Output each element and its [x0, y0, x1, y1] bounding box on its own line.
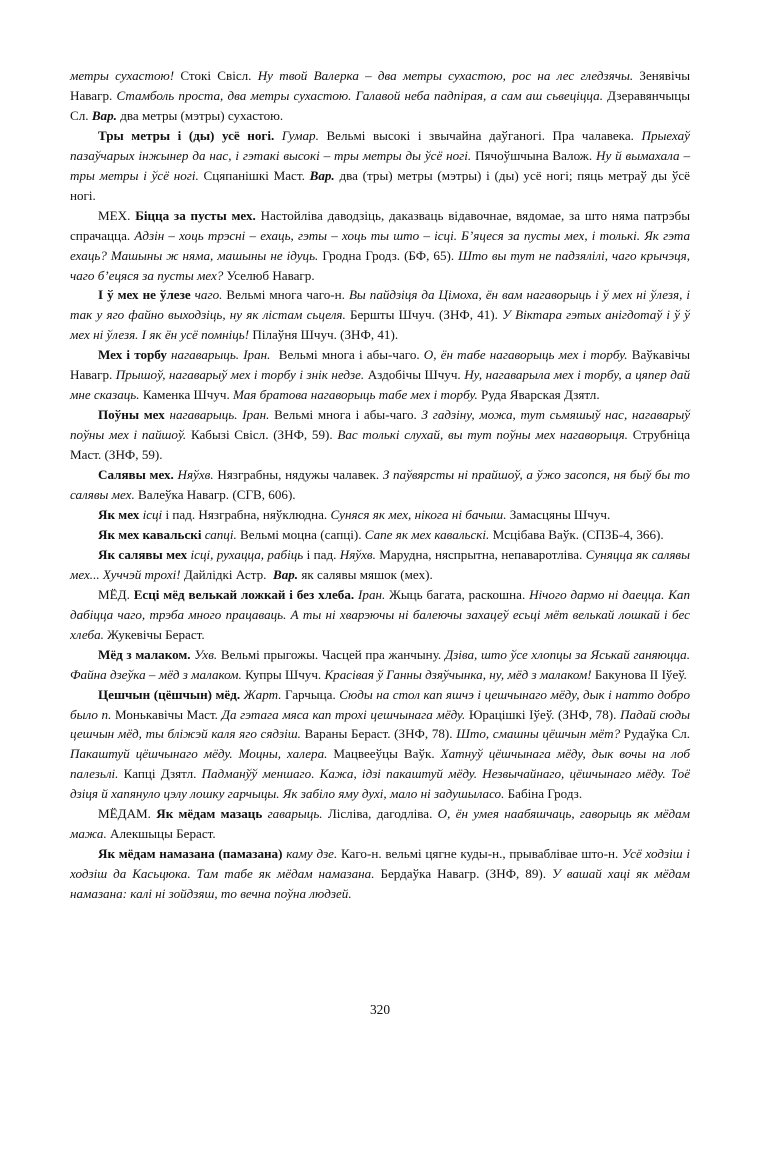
entry-definition-text: Жукевічы Бераст. — [107, 626, 205, 642]
dictionary-entry-continuation — [70, 66, 694, 126]
entry-definition-text: Марудна, няспрытна, непаваротліва. — [379, 546, 586, 562]
entry-headword: Як мёдам намазана (памазана) — [98, 846, 287, 862]
entry-example-text: каму дзе. — [286, 846, 341, 862]
entry-example-text: Прыехаў пазаўчарых інжынер да нас, і гэтакі высокі – тры метры ды ўсё ногі. — [70, 127, 694, 163]
dictionary-entry — [70, 126, 694, 206]
entry-example-text: нагаварыць. Іран. — [169, 407, 275, 423]
entry-example-text: Сапе як мех кавальскі. — [364, 526, 493, 542]
dictionary-entry — [70, 645, 694, 685]
entry-definition-text: Вельмі многа і абы-чаго. — [274, 407, 422, 423]
entry-headword: Як мёдам мазаць — [156, 806, 268, 822]
entry-example-text: Падай сюды цешчын мёд, ты бліжэй каля яго сядзіш. — [70, 706, 694, 742]
entry-definition-text: Вельмі прыгожы. Часцей пра жанчыну. — [220, 646, 445, 662]
entry-example-text: Ухв. — [194, 646, 221, 662]
entry-headword: Біцца за пусты мех. — [135, 207, 261, 223]
entry-definition-text: Руда Яварская Дзятл. — [481, 387, 600, 403]
entry-example-text: Стамболь проста, два метры сухастою. Галавой неба падпірая, а сам аш сьвеціцца. — [116, 87, 608, 103]
entry-definition-text: Каменка Шчуч. — [142, 387, 234, 403]
entry-example-text: Суняся як мех, нікога ні бачыш. — [330, 506, 510, 522]
entry-example-text: Гумар. — [281, 127, 327, 143]
dictionary-entry — [70, 585, 694, 645]
entry-definition-text: Сцяпанішкі Маст. — [203, 167, 310, 183]
entry-headword: Мёд з малаком. — [98, 646, 195, 662]
entry-definition-text: Ваўкавічы Навагр. — [70, 347, 694, 383]
entry-headword: Як мех — [98, 506, 143, 522]
dictionary-entry — [70, 804, 694, 844]
entry-definition-text: Дайлідкі Астр. — [183, 566, 270, 582]
entry-definition-text: Вельмі многа і абы-чаго. — [274, 347, 424, 363]
entry-example-text: Няўхв. — [177, 467, 218, 483]
dictionary-entry — [70, 405, 694, 465]
entry-example-text: Жарт. — [243, 686, 285, 702]
entry-definition-text: Замасцяны Шчуч. — [509, 506, 611, 522]
entry-definition-text: Вельмі многа чаго-н. — [226, 287, 349, 303]
entry-headword: І ў мех не ўлезе — [98, 287, 195, 303]
dictionary-entry — [70, 545, 694, 585]
entry-definition-text: Кабызі Свісл. (ЗНФ, 59). — [190, 427, 338, 443]
entry-example-text: Вы пайдзіця да Цімоха, ён вам нагаворыць і ў мех ні ўлезя, і так у яго файно выходзіць, ну як лістам сьцеля. — [70, 287, 694, 323]
entry-definition-text: Вельмі высокі і звычайна даўганогі. Пра чалавека. — [326, 127, 642, 143]
entry-definition-text: як салявы мяшок (мех). — [301, 566, 433, 582]
entry-example-text: О, ён табе нагаворыць мех і торбу. — [423, 347, 632, 363]
dictionary-entry — [70, 345, 694, 405]
entry-definition-text: Каго-н. вельмі цягне куды-н., прывабліваe што-н. — [341, 846, 622, 862]
entry-definition-text: Вельмі моцна (сапці). — [240, 526, 365, 542]
entry-definition-text: і пад. Нязграбна, няўклюдна. — [165, 506, 331, 522]
entry-variant-marker: Вар. — [309, 167, 340, 183]
dictionary-entry — [70, 505, 690, 525]
entry-definition-text: два метры (мэтры) сухастою. — [120, 107, 284, 123]
entry-headword: Як мех кавальскі — [98, 526, 205, 542]
dictionary-entry — [70, 465, 694, 505]
entry-example-text: Што, смашны цёшчын мёт? — [456, 726, 624, 742]
entry-definition-text: Юрацішкі Іўеў. (ЗНФ, 78). — [468, 706, 621, 722]
entry-definition-text: Мацвееўцы Ваўк. — [333, 746, 441, 762]
entry-definition-text: МЕХ. — [98, 207, 136, 223]
entry-example-text: З гадзіну, можа, тут сьмяшыў нас, нагаварыў поўны мех і пайшоў. — [70, 407, 694, 443]
entry-example-text: Ну твой Валерка – два метры сухастою, рос на лес гледзячы. — [257, 68, 640, 83]
entry-example-text: Мая братова нагаворыць табе мех і торбу. — [233, 387, 482, 403]
entry-example-text: Дзіва, што ўсе хлопцы за Яськай ганяюцца. Файна дзеўка – мёд з малаком. — [70, 646, 694, 682]
dictionary-entry — [70, 844, 694, 904]
entry-example-text: метры сухастою! — [70, 68, 181, 83]
entry-definition-text: Гарчыца. — [285, 686, 340, 702]
entry-definition-text: Мсцібава Ваўк. (СПЗБ-4, 366). — [492, 526, 664, 542]
entry-definition-text: Бакунова ІІ Іўеў. — [594, 666, 687, 682]
text-column — [70, 66, 694, 904]
entry-example-text: Да гэтага мяса кап трохі цешчынага мёду. — [221, 706, 469, 722]
dictionary-entry — [70, 206, 694, 286]
entry-variant-marker: Вар. — [269, 566, 302, 582]
entry-definition-text: Жыць багата, раскошна. — [389, 586, 530, 602]
entry-example-text: чаго. — [194, 287, 227, 303]
entry-definition-text: МЁД. — [98, 586, 134, 602]
entry-definition-text: Аздобічы Шчуч. — [367, 367, 465, 383]
entry-example-text: гаварыць. — [267, 806, 328, 822]
entry-example-text: Падманўў меншаго. Кажа, ідзі пакаштуй мёду. Незвычайнаго, цёшчынаго мёду. Тоё дзіця й хапянуло цэлу лошку гарчыцы. Як забіло яму духі, мало ні задушыласо. — [70, 766, 694, 802]
entry-headword: Тры метры і (ды) усё ногі. — [98, 127, 282, 143]
entry-definition-text: Струбніца Маст. (ЗНФ, 59). — [70, 427, 694, 463]
entry-definition-text: Уселюб Навагр. — [226, 267, 315, 283]
entry-definition-text: два (тры) метры (мэтры) і (ды) усё ногі; пяць метраў ды ўсё ногі. — [70, 167, 694, 203]
entry-definition-text: Пячоўшчына Валож. — [475, 147, 596, 163]
entry-definition-text: Пілаўня Шчуч. (ЗНФ, 41). — [252, 327, 399, 343]
entry-headword: Есці мёд велькай ложкай і без хлеба. — [133, 586, 359, 602]
entry-example-text: З паўвярсты ні прайшоў, а ўжо засопся, ня быў бы то салявы мех. — [70, 467, 694, 503]
entry-definition-text: Гродна Гродз. (БФ, 65). — [322, 247, 459, 263]
entry-definition-text: Дзеравянчыцы Сл. — [70, 87, 694, 123]
entry-variant-marker: Вар. — [91, 107, 121, 123]
entry-example-text: Прышоў, нагаварыў мех і торбу і знік недзе. — [115, 367, 368, 383]
entry-definition-text: Стокі Свісл. — [180, 68, 258, 83]
entry-example-text: Ну й вымахала – тры метры і ўсё ногі. — [70, 147, 694, 183]
entry-definition-text: Лісліва, дагодліва. — [327, 806, 438, 822]
entry-example-text: Ну, нагаварыла мех і торбу, а цяпер дай мне сказаць. — [70, 367, 694, 403]
entry-definition-text: Бершты Шчуч. (ЗНФ, 41). — [349, 307, 503, 323]
entry-definition-text: Вараны Бераст. (ЗНФ, 78). — [304, 726, 457, 742]
dictionary-entry — [70, 685, 694, 805]
entry-definition-text: Алекшыцы Бераст. — [110, 826, 216, 842]
dictionary-entry — [70, 525, 690, 545]
entry-example-text: О, ён умея наабяшчаць, гаворыць як мёдам мажа. — [70, 806, 694, 842]
entry-example-text: нагаварыць. Іран. — [171, 347, 275, 363]
entry-example-text: Усё ходзіш і ходзіш да Касьцюка. Там табе як мёдам намазана. — [70, 846, 694, 882]
entry-definition-text: Валеўка Навагр. (СГВ, 606). — [138, 487, 296, 503]
entry-example-text: Што вы тут не падзялілі, чаго крычэця, чаго б’ецяся за пусты мех? — [70, 247, 694, 283]
entry-example-text: Вас толькі слухай, вы тут поўны мех нагаворыця. — [337, 427, 633, 443]
entry-definition-text: Зенявічы Навагр. — [70, 68, 694, 103]
entry-example-text: Пакаштуй цёшчынаго мёду. Моцны, халера. — [70, 746, 334, 762]
entry-headword: Цешчын (цёшчын) мёд. — [98, 686, 244, 702]
page-number: 320 — [369, 1002, 391, 1017]
entry-headword: Салявы мех. — [98, 467, 178, 483]
entry-example-text: Адзін – хоць трэсні – ехаць, гэты – хоць ты што – ісці. Б’яцеся за пусты мех, і толькі. Як гэта ехаць? Машыны ж няма, машыны не ідуць. — [70, 227, 694, 263]
entry-example-text: сапці. — [204, 526, 241, 542]
entry-example-text: Суняцца як салявы мех... Хуччэй трохі! — [70, 546, 694, 582]
entry-example-text: Няўхв. — [339, 546, 380, 562]
entry-example-text: Сюды на стол кап яшчэ і цешчынаго мёду, дык і натто добро было п. — [70, 686, 694, 722]
entry-headword: Мех і торбу — [98, 347, 172, 363]
dictionary-entry — [70, 285, 694, 345]
entry-headword: Поўны мех — [98, 407, 170, 423]
entry-definition-text: Купры Шчуч. — [245, 666, 325, 682]
entry-example-text: Хатнуў цёшчынага мёду, дык вочы на лоб палезьлі. — [70, 746, 694, 782]
entry-example-text: Нічого дармо ні даецца. Кап дабіцца чаго, трэба много працаваць. А ты ні хварэючы ні балеючы захацеў есьці мёт велькай лошкай і бес хлеба. — [70, 586, 694, 642]
entry-headword: Як салявы мех — [98, 546, 191, 562]
entry-definition-text: Нязграбны, нядужы чалавек. — [217, 467, 383, 483]
entry-definition-text: Рудаўка Сл. — [623, 726, 694, 742]
entry-definition-text: Бабіна Гродз. — [507, 786, 583, 802]
entry-example-text: У вашай хаці як мёдам намазана: калі ні зойдзяш, то вечна поўна людзей. — [70, 866, 694, 902]
entry-example-text: ісці, рухацца, рабіць — [190, 546, 307, 562]
entry-definition-text: Настойліва даводзіць, даказваць відавочнае, вядомае, за што няма патрэбы спрачацца. — [70, 207, 694, 243]
entry-definition-text: Капці Дзятл. — [123, 766, 202, 782]
entry-definition-text: Бердаўка Навагр. (ЗНФ, 89). — [380, 866, 552, 882]
entry-example-text: Іран. — [358, 586, 390, 602]
entry-definition-text: Монькавічы Маст. — [115, 706, 222, 722]
entry-definition-text: МЁДАМ. — [98, 806, 157, 822]
entry-example-text: ісці — [142, 506, 166, 522]
entry-example-text: Красівая ў Ганны дзяўчынка, ну, мёд з малаком! — [324, 666, 595, 682]
entry-example-text: У Віктара гэтых анігдотаў і ў ў мех ні ўлезя. І як ён усё помніць! — [70, 307, 694, 343]
entry-definition-text: і пад. — [306, 546, 340, 562]
